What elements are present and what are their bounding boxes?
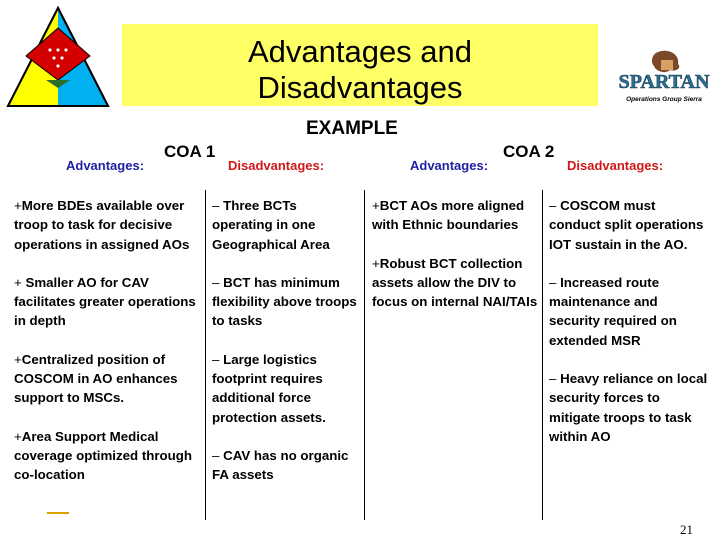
list-item: – Three BCTs operating in one Geographical Area bbox=[212, 198, 330, 252]
coa2-advantages-header: Advantages: bbox=[410, 158, 489, 173]
page-title: Advantages and Disadvantages bbox=[247, 34, 473, 105]
coa1-disadvantages-list bbox=[212, 196, 360, 504]
coa2-disadvantages-header: Disadvantages: bbox=[567, 158, 664, 173]
title-banner bbox=[122, 24, 598, 106]
coa1-label: COA 1 bbox=[164, 142, 216, 161]
spartan-caption: Operations Group Sierra bbox=[626, 96, 702, 103]
list-item: + Smaller AO for CAV facilitates greater operations in depth bbox=[14, 274, 196, 329]
column-divider-2 bbox=[364, 190, 365, 520]
list-item: – Heavy reliance on local security forces to mitigate troops to task within AO bbox=[549, 371, 708, 444]
list-item: – CAV has no organic FA assets bbox=[212, 447, 349, 483]
column-divider-1 bbox=[205, 190, 206, 520]
coa2-disadvantages-list bbox=[549, 196, 709, 465]
list-item: – COSCOM must conduct split operations IOT sustain in the AO. bbox=[549, 198, 704, 252]
page-number: 21 bbox=[680, 522, 693, 537]
spartan-logo bbox=[608, 50, 720, 108]
coa2-advantages-list bbox=[372, 196, 542, 330]
unit-triangle-logo bbox=[6, 6, 110, 108]
example-label: EXAMPLE bbox=[306, 118, 398, 139]
list-item: – BCT has minimum flexibility above troops to tasks bbox=[212, 274, 357, 329]
highlight-underline bbox=[47, 512, 69, 514]
list-item: +Robust BCT collection assets allow the DIV to focus on internal NAI/TAIs bbox=[372, 255, 538, 310]
list-item: +More BDEs available over troop to task for decisive operations in assigned AOs bbox=[14, 198, 190, 252]
list-item: – Increased route maintenance and security required on extended MSR bbox=[549, 274, 677, 348]
column-divider-3 bbox=[542, 190, 543, 520]
coa1-advantages-list bbox=[14, 196, 200, 504]
list-item: – Large logistics footprint requires additional force protection assets. bbox=[212, 351, 326, 425]
coa1-disadvantages-header: Disadvantages: bbox=[228, 158, 325, 173]
coa2-label: COA 2 bbox=[503, 142, 555, 161]
list-item: +Area Support Medical coverage optimized through co-location bbox=[14, 428, 193, 483]
coa1-advantages-header: Advantages: bbox=[66, 158, 145, 173]
spartan-wordmark: SPARTAN bbox=[618, 71, 710, 93]
list-item: +Centralized position of COSCOM in AO enhances support to MSCs. bbox=[14, 351, 178, 406]
list-item: +BCT AOs more aligned with Ethnic boundaries bbox=[372, 198, 525, 233]
